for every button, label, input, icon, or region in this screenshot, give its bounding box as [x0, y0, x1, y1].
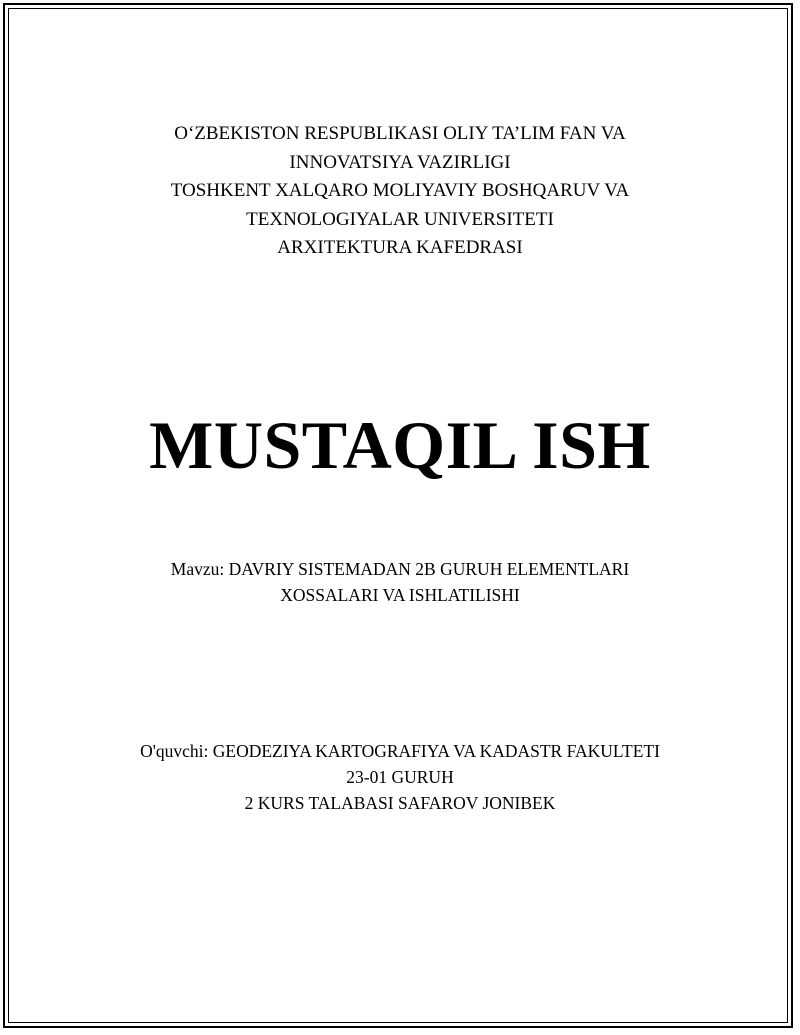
- header-line-ministry: O‘ZBEKISTON RESPUBLIKASI OLIY TA’LIM FAN VA: [174, 123, 626, 144]
- student-group: 23-01 GURUH: [346, 767, 454, 787]
- header-line-university-cont: TEXNOLOGIYALAR UNIVERSITETI: [246, 208, 554, 230]
- student-faculty: O'quvchi: GEODEZIYA KARTOGRAFIYA VA KADASTR FAKULTETI: [140, 741, 660, 761]
- student-block: [0, 738, 800, 816]
- topic-line-2: XOSSALARI VA ISHLATILISHI: [280, 585, 520, 605]
- header-line-university: TOSHKENT XALQARO MOLIYAVIY BOSHQARUV VA: [170, 180, 630, 201]
- header-line-ministry-cont: INNOVATSIYA VAZIRLIGI: [289, 151, 511, 173]
- topic-line-1: Mavzu: DAVRIY SISTEMADAN 2B GURUH ELEMENTLARI: [170, 559, 630, 579]
- student-name: 2 KURS TALABASI SAFAROV JONIBEK: [244, 793, 556, 813]
- header-line-department: ARXITEKTURA KAFEDRASI: [277, 237, 523, 258]
- institution-header: [0, 120, 800, 263]
- topic-block: [0, 556, 800, 608]
- document-title: MUSTAQIL ISH: [149, 407, 651, 483]
